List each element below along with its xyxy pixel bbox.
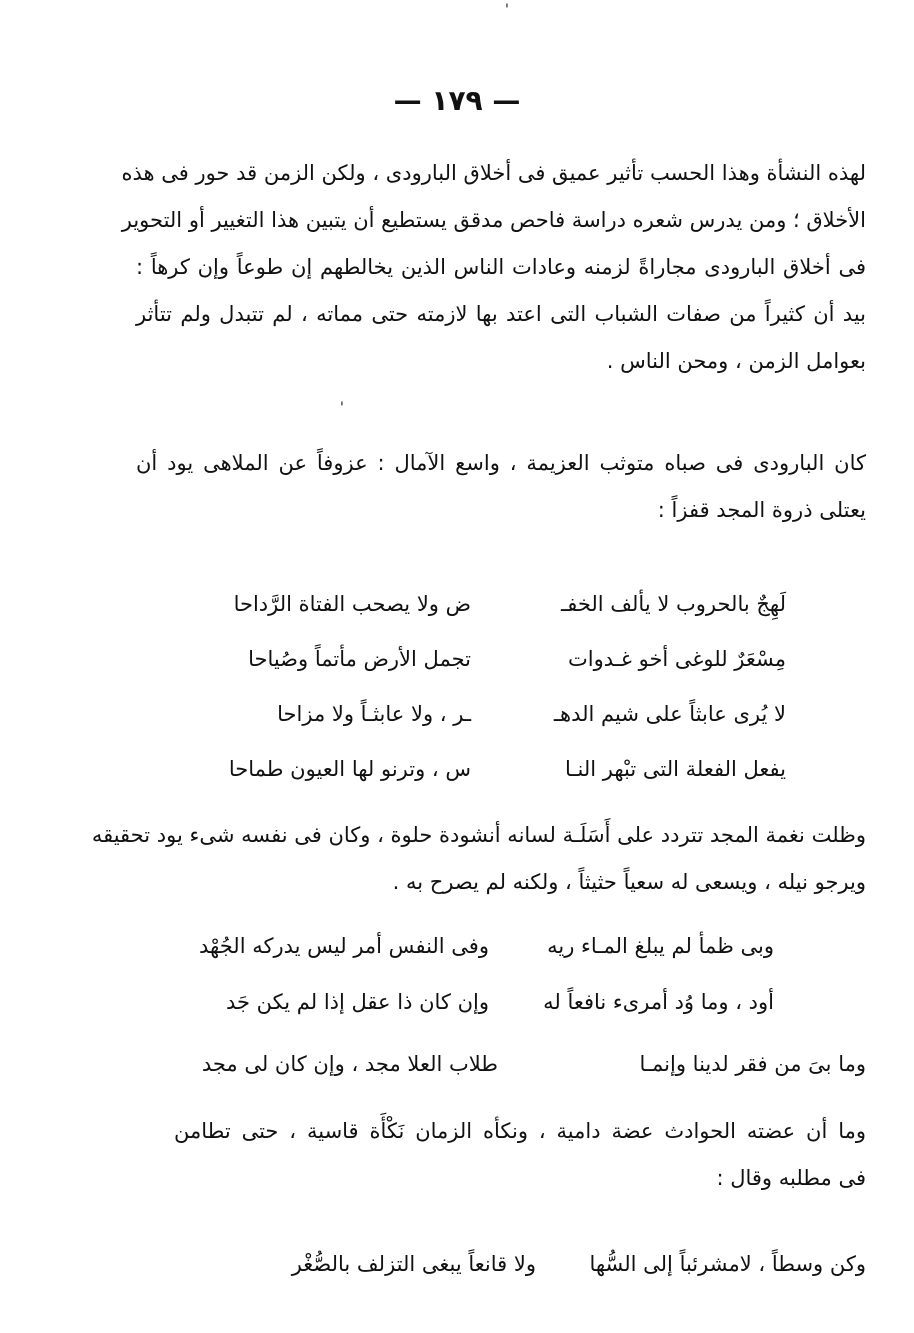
verse-second-hemistich: وإن كان ذا عقل إذا لم يكن جَد [225,990,489,1014]
verse-second-hemistich: ـر ، ولا عابثـاً ولا مزاحا [277,702,471,726]
text-line: بعوامل الزمن ، ومحن الناس . [606,349,866,373]
verse-second-hemistich: س ، وترنو لها العيون طماحا [228,757,471,781]
paragraph-1 [121,150,866,385]
page-number: — ١٧٩ — [393,84,521,117]
verse-first-hemistich: أود ، وما وُد أمرىء نافعاً له [543,990,774,1014]
verse-first-hemistich: وبى ظمأ لم يبلغ المـاء ريه [547,934,774,958]
verse-first-hemistich: وكن وسطاً ، لامشرئباً إلى السُّها [589,1252,866,1276]
poem-verse [186,749,786,804]
text-line: بيد أن كثيراً من صفات الشباب التى اعتد بها لازمته حتى مماته ، لم تتبدل ولم تتأثر [136,302,866,326]
ink-mark: ' [340,400,344,416]
verse-first-hemistich: مِسْعَرٌ للوغى أخو غـدوات [568,647,786,671]
text-line: لهذه النشأة وهذا الحسب تأثير عميق فى أخلاق البارودى ، ولكن الزمن قد حور فى هذه [121,161,866,185]
poem-verse [174,926,774,982]
paragraph-4 [174,1108,866,1202]
verse-second-hemistich: طلاب العلا مجد ، وإن كان لى مجد [201,1052,498,1076]
verse-second-hemistich: تجمل الأرض مأتماً وصُياحا [248,647,471,671]
poem-verse [174,982,774,1038]
text-line: يعتلى ذروة المجد قفزاً : [657,498,866,522]
paragraph-3 [91,812,866,906]
verse-second-hemistich: ولا قانعاً يبغى التزلف بالصُّغْر [291,1252,536,1276]
text-line: الأخلاق ؛ ومن يدرس شعره دراسة فاحص مدقق يستطيع أن يتبين هذا التغيير أو التحوير [121,208,866,232]
verse-second-hemistich: وفى النفس أمر ليس يدركه الجُهْد [199,934,489,958]
text-line: فى أخلاق البارودى مجاراةً لزمنه وعادات الناس الذين يخالطهم إن طوعاً وإن كرهاً : [136,255,866,279]
poem-block-2 [174,926,774,1038]
verse-first-hemistich: وما بىَ من فقر لدينا وإنمـا [639,1052,866,1076]
verse-second-hemistich: ض ولا يصحب الفتاة الرَّداحا [233,592,471,616]
poem-block-final [146,1244,866,1299]
text-line: وظلت نغمة المجد تتردد على أَسَلَـة لسانه أنشودة حلوة ، وكان فى نفسه شىء يود تحقيقه [91,823,866,847]
poem-verse [186,639,786,694]
poem-verse [166,1044,866,1099]
verse-first-hemistich: لا يُرى عابثاً على شيم الدهـ [553,702,786,726]
text-line: وما أن عضته الحوادث عضة دامية ، ونكأه الزمان نَكْأَة قاسية ، حتى تطامن [174,1119,866,1143]
text-line: كان البارودى فى صباه متوثب العزيمة ، واسع الآمال : عزوفاً عن الملاهى يود أن [136,451,866,475]
poem-block-3 [166,1044,866,1099]
poem-verse [186,584,786,639]
poem-block-1 [186,584,786,804]
text-line: ويرجو نيله ، ويسعى له سعياً حثيثاً ، ولكنه لم يصرح به . [392,870,866,894]
verse-first-hemistich: يفعل الفعلة التى تبْهر النـا [564,757,786,781]
poem-verse [146,1244,866,1299]
paragraph-2 [136,440,866,534]
text-line: فى مطلبه وقال : [716,1166,866,1190]
verse-first-hemistich: لَهِجٌ بالحروب لا يألف الخفـ [561,592,786,616]
ink-mark: ' [505,2,509,18]
poem-verse [186,694,786,749]
